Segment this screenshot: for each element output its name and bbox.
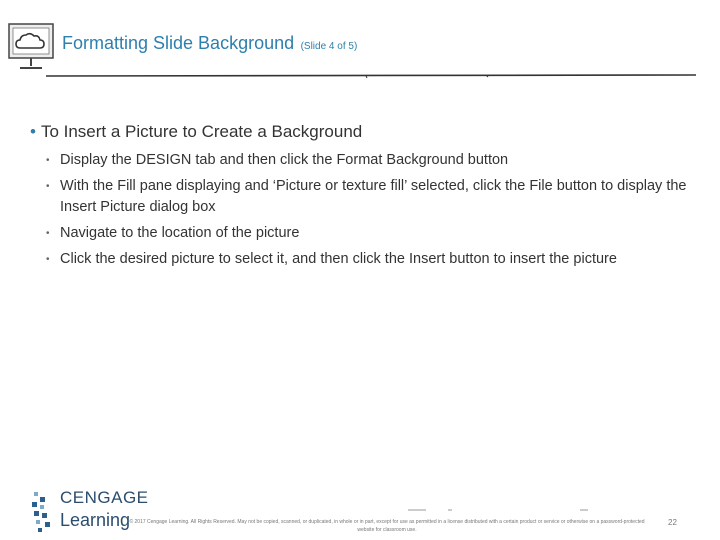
footer-divider (408, 508, 598, 512)
slide-title (62, 33, 357, 54)
title-divider (46, 72, 696, 80)
logo-text-learning: Learning (60, 510, 131, 530)
list-item-text: Navigate to the location of the picture (60, 225, 300, 241)
page-number: 22 (668, 518, 677, 527)
main-bullet (30, 122, 362, 142)
sub-bullet-list (46, 150, 711, 275)
cloud-monitor-icon (6, 18, 56, 72)
bullet-icon: • (46, 155, 50, 166)
list-item-text: With the Fill pane displaying and ‘Picture or texture fill’ selected, click the File button to display the Insert Picture dialog box (60, 178, 687, 215)
list-item-text: Click the desired picture to select it, and then click the Insert button to insert the picture (60, 251, 617, 267)
list-item (46, 150, 711, 171)
title-text: Formatting Slide Background (62, 33, 295, 53)
bullet-icon: • (46, 254, 50, 265)
copyright-notice: © 2017 Cengage Learning. All Rights Reserved. May not be copied, scanned, or duplicated, in whole or in part, except for use as permitted in a license distributed with a certain product or service or otherwise on a password-protected website for classroom use. (129, 519, 645, 533)
list-item (46, 223, 711, 244)
main-bullet-text: To Insert a Picture to Create a Background (40, 122, 363, 141)
list-item-text: Display the DESIGN tab and then click the Format Background button (60, 152, 509, 168)
list-item (46, 249, 711, 270)
bullet-icon: • (30, 122, 36, 141)
bullet-icon: • (46, 228, 50, 239)
list-item (46, 176, 711, 218)
title-subtitle: (Slide 4 of 5) (300, 41, 358, 52)
bullet-icon: • (46, 181, 50, 192)
logo-text-cengage: CENGAGE (60, 488, 149, 507)
